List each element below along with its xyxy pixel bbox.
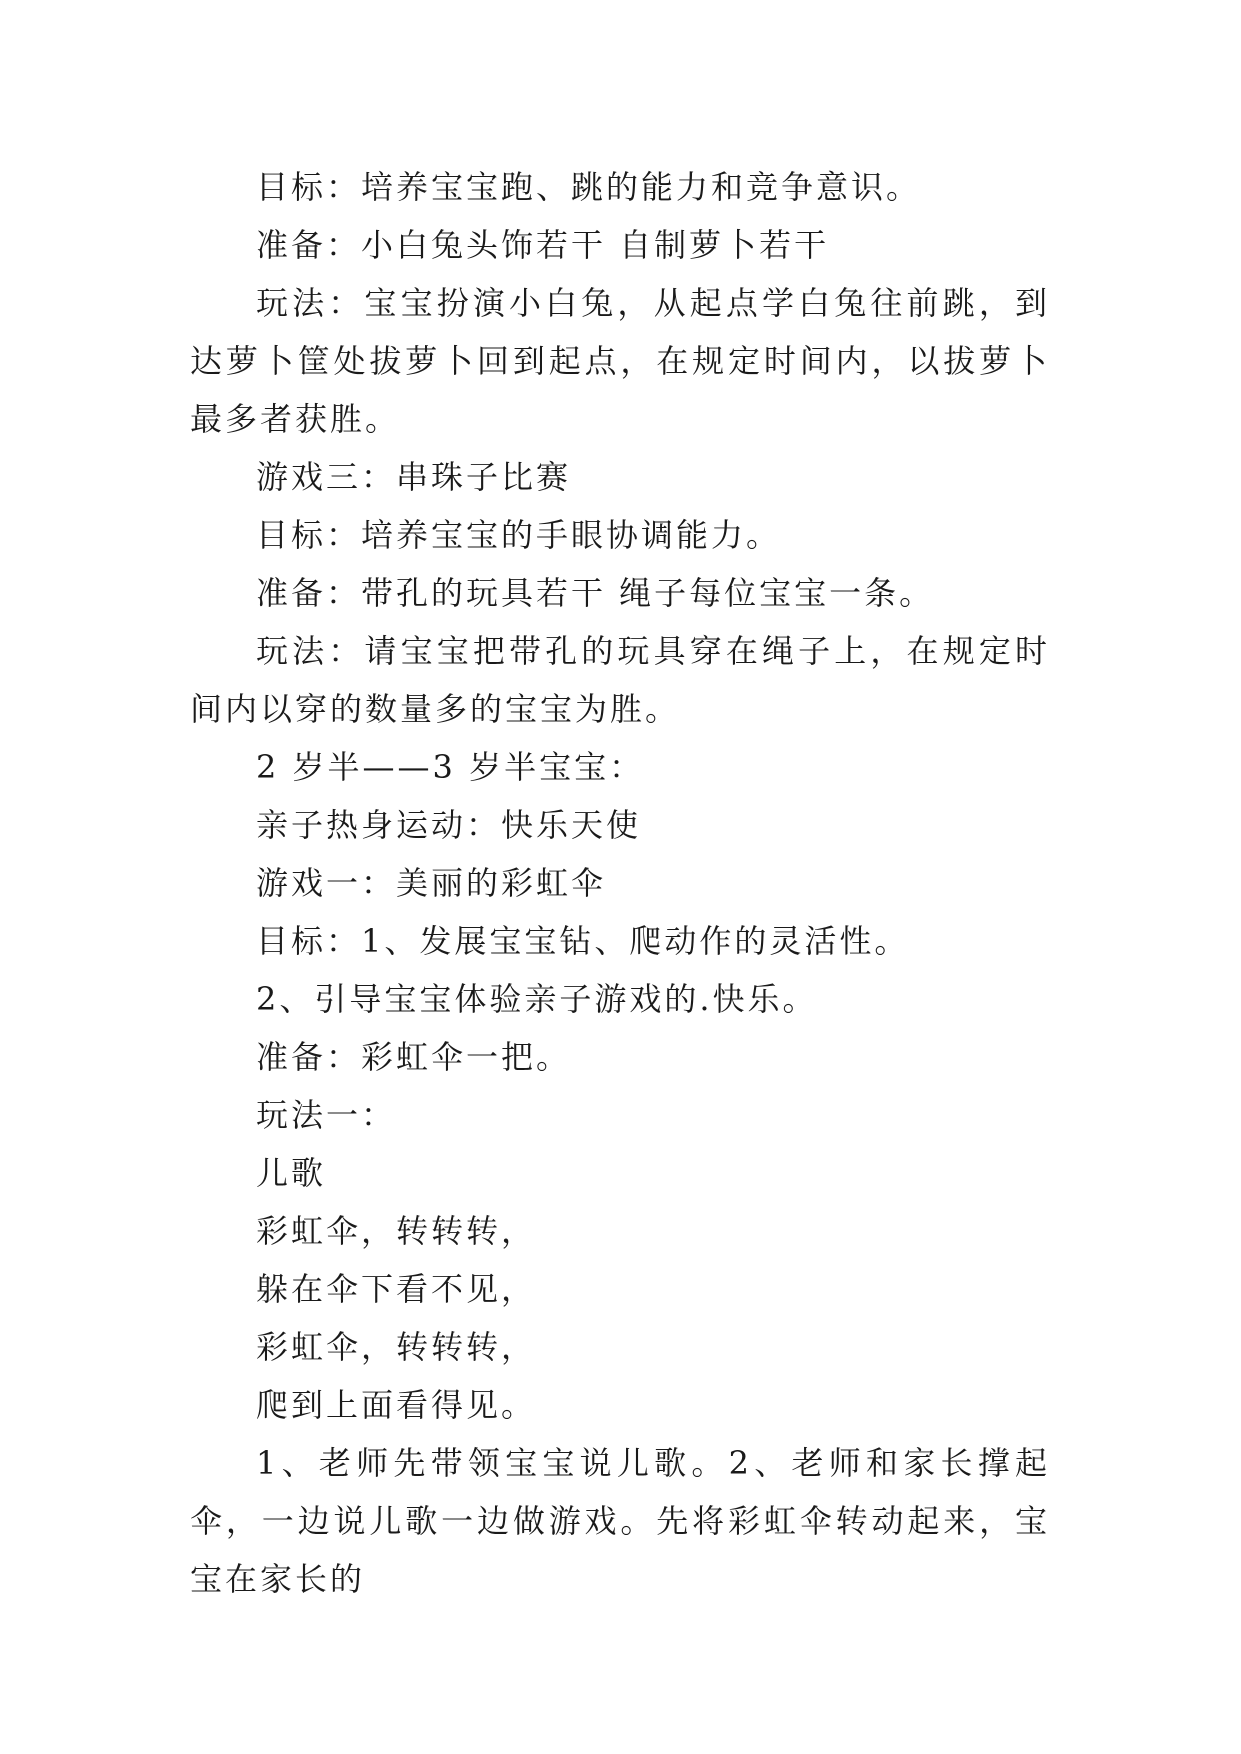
paragraph-goal-run-jump: 目标：培养宝宝跑、跳的能力和竞争意识。 [256, 168, 922, 206]
paragraph-play-steps: 1、老师先带领宝宝说儿歌。2、老师和家长撑起伞，一边说儿歌一边做游戏。先将彩虹伞转动起来，宝宝在家长的 [190, 1444, 1050, 1598]
heading-age-group: 2 岁半——3 岁半宝宝： [256, 748, 645, 786]
paragraph-prep-rabbit: 准备：小白兔头饰若干 自制萝卜若干 [256, 226, 830, 264]
rhyme-line-1: 彩虹伞，转转转， [256, 1212, 537, 1250]
heading-game-one: 游戏一：美丽的彩虹伞 [256, 864, 607, 902]
rhyme-line-4: 爬到上面看得见。 [256, 1386, 537, 1424]
heading-game-three: 游戏三：串珠子比赛 [256, 458, 572, 496]
rhyme-line-2: 躲在伞下看不见， [256, 1270, 537, 1308]
rhyme-line-3: 彩虹伞，转转转， [256, 1328, 537, 1366]
paragraph-goal-joy: 2、引导宝宝体验亲子游戏的.快乐。 [256, 980, 818, 1018]
paragraph-goal-hand-eye: 目标：培养宝宝的手眼协调能力。 [256, 516, 782, 554]
heading-play-one: 玩法一： [256, 1096, 397, 1134]
paragraph-prep-umbrella: 准备：彩虹伞一把。 [256, 1038, 572, 1076]
document-body [190, 158, 1050, 1608]
paragraph-goal-crawl: 目标：1、发展宝宝钻、爬动作的灵活性。 [256, 922, 910, 960]
paragraph-play-beads: 玩法：请宝宝把带孔的玩具穿在绳子上，在规定时间内以穿的数量多的宝宝为胜。 [190, 632, 1050, 728]
paragraph-prep-beads: 准备：带孔的玩具若干 绳子每位宝宝一条。 [256, 574, 935, 612]
heading-warmup: 亲子热身运动：快乐天使 [256, 806, 642, 844]
heading-nursery-rhyme: 儿歌 [256, 1154, 327, 1192]
paragraph-play-rabbit: 玩法：宝宝扮演小白兔，从起点学白兔往前跳，到达萝卜筐处拔萝卜回到起点，在规定时间内，以拔萝卜最多者获胜。 [190, 284, 1050, 438]
